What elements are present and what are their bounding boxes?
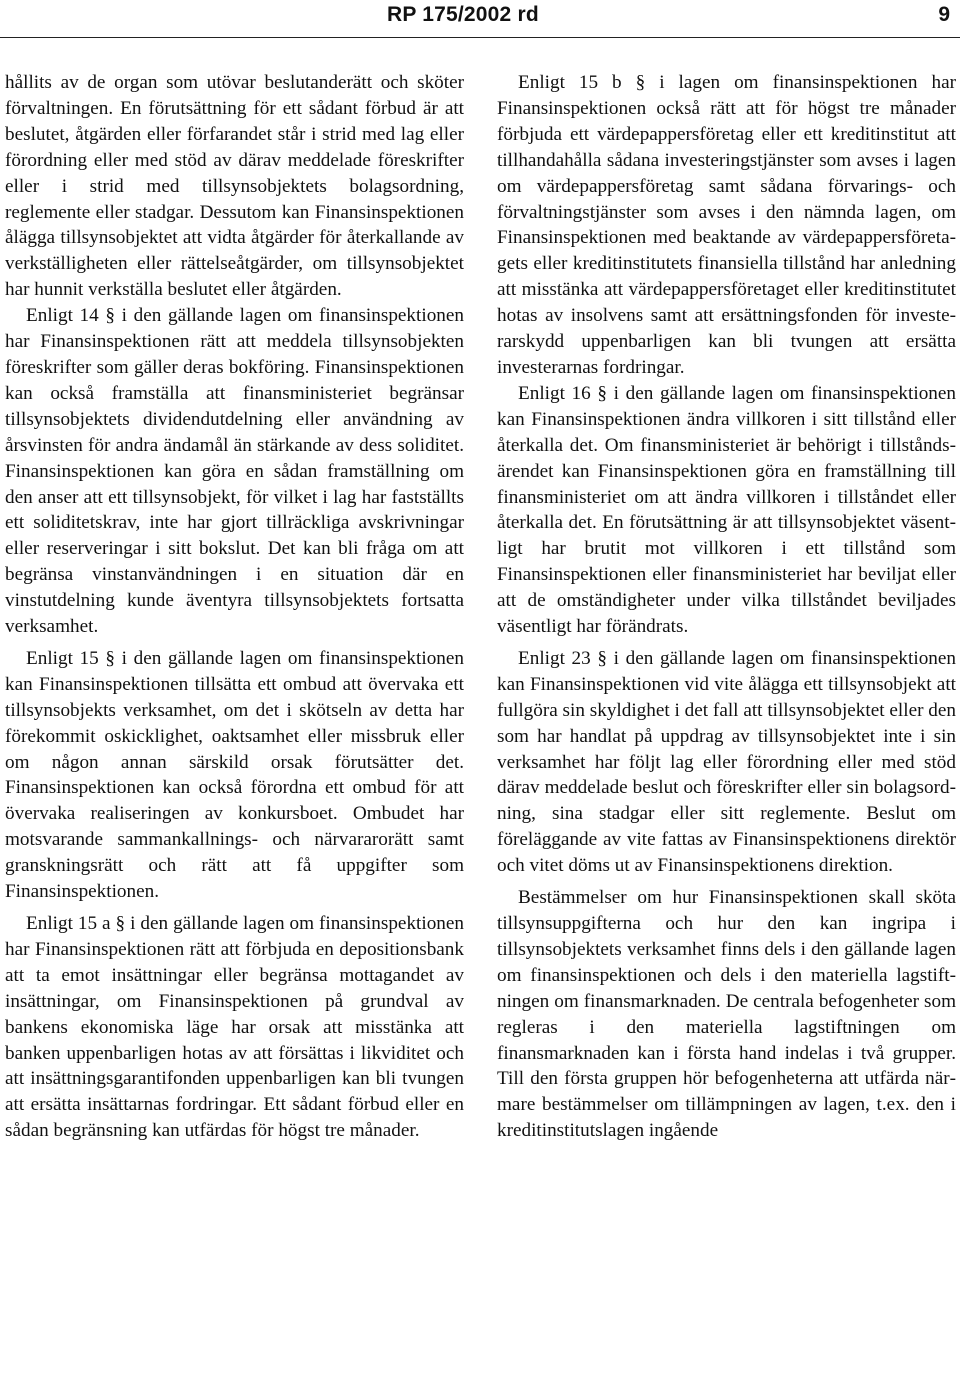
paragraph: Enligt 16 § i den gällande lagen om finansinspektionen kan Finansinspektionen ändra villkoren i sitt tillstånd eller återkalla det. Om finansministeriet är behörigt i tillståndsärendet kan Finansinspektionen göra en framställning till finansministeriet om att ändra villkoren i tillståndet eller återkalla det. En förutsättning är att tillsynsobjektet väsentligt har brutit mot villkoren i ett tillstånd som Finansinspektionen eller finansministeriet har beviljat eller att de omständigheter under vilka tillståndet beviljades väsentligt har förändrats. xyxy=(497,382,956,638)
header-divider xyxy=(0,37,960,38)
paragraph: Enligt 23 § i den gällande lagen om finansinspektionen kan Finansinspektionen vid vite ålägga ett tillsynsobjekt att fullgöra sin skyldighet i det fall att tillsynsobjektet eller den som har handlat på uppdrag av tillsynsobjektet inte i sin verksamhet har följt lag eller förordning eller med stöd därav meddelade beslut och föreskrifter eller sin bolagsordning, sina stadgar eller sitt reglemente. Beslut om föreläggande av vite fattas av Finansinspektionens direktör och vitet döms ut av Finansinspektionens direktion. xyxy=(497,647,956,877)
paragraph: Bestämmelser om hur Finansinspektionen skall sköta tillsynsuppgifterna och hur den kan ingripa i tillsynsobjektets verksamhet finns dels i den gällande lagen om finansinspektionen och dels i den materiella lagstiftningen om finansmarknaden. De centrala befogenheter som regleras i den materiella lagstiftningen om finansmarknaden kan i första hand indelas i två grupper. Till den första gruppen hör befogenheterna att utfärda närmare bestämmelser om tillämpningen av lagen, t.ex. den i kreditinstitutslagen ingående xyxy=(497,887,956,1142)
document-reference: RP 175/2002 rd xyxy=(387,3,539,26)
paragraph: Enligt 14 § i den gällande lagen om finansinspektionen har Finansinspektionen rätt att meddela tillsynsobjekten föreskrifter som gäller deras bokföring. Finansinspektionen kan också framställa att finansministeriet begränsar tillsynsobjektets dividendutdelning eller användning av årsvinsten för andra ändamål än stärkande av dess soliditet. Finansinspektionen kan göra en sådan framställning om den anser att ett tillsynsobjekt, för vilket i lag har fastställts ett soliditetskrav, inte har gjort tillräckliga avskrivningar eller reserveringar i sitt bokslut. Det kan bli fråga om att begränsa vinstanvändningen i en situation där en vinstutdelning kunde äventyra tillsynsobjektets fortsatta verksamhet. xyxy=(5,305,464,638)
paragraph: hållits av de organ som utövar beslutanderätt och sköter förvaltningen. En förutsättning för ett sådant förbud är att beslutet, åtgärden eller förfarandet står i strid med lag eller förordning eller med stöd av därav meddelade föreskrifter eller i strid med tillsynsobjektets bolagsordning, reglemente eller stadgar. Dessutom kan Finansinspektionen ålägga tillsynsobjektet att vidta åtgärder för återkallande av verkställigheten eller rättelseåtgärder, om tillsynsobjektet har hunnit verkställa beslutet eller åtgärden. xyxy=(5,72,464,301)
paragraph: Enligt 15 b § i lagen om finansinspektionen har Finansinspektionen också rätt att för högst tre månader förbjuda ett värdepappersföretag eller ett kreditinstitut att tillhandahålla sådana investeringstjänster som avses i lagen om värdepappersföretag samt sådana förvarings- och förvaltningstjänster som avses i den nämnda lagen, om Finansinspektionen med beaktande av värdepappersföretagets eller kreditinstitutets finansiella tillstånd har anledning att misstänka att värdepappersföretaget eller kreditinstitutet hotas av insolvens samt att ersättningsfonden för investerarskydd uppenbarligen kan bli tvungen att ersätta investerarnas fordringar. xyxy=(497,72,956,378)
left-column xyxy=(5,70,464,1396)
page-number: 9 xyxy=(938,3,950,26)
paragraph: Enligt 15 a § i den gällande lagen om finansinspektionen har Finansinspektionen rätt att förbjuda en depositionsbank att ta emot insättningar eller begränsa mottagandet av insättningar, om Finansinspektionen på grundval av bankens ekonomiska läge har orsak att misstänka att banken uppenbarligen hotas av att försättas i likviditet och att insättningsgarantifonden uppenbarligen kan bli tvungen att ersätta insättarnas fordringar. Ett sådant förbud eller en sådan begränsning kan utfärdas för högst tre månader. xyxy=(5,913,464,1142)
page-header xyxy=(0,0,960,40)
right-column xyxy=(497,70,956,1396)
paragraph: Enligt 15 § i den gällande lagen om finansinspektionen kan Finansinspektionen tillsätta ett ombud att övervaka ett tillsynsobjekts verksamhet, om det i skötseln av detta har förekommit oskicklighet, oaktsamhet eller missbruk eller om någon annan särskild orsak förutsätter det. Finansinspektionen kan också förordna ett ombud för att övervaka realiseringen av konkursboet. Ombudet har motsvarande sammankallnings- och närvararorätt samt granskningsrätt och rätt att få uppgifter som Finansinspektionen. xyxy=(5,647,464,903)
